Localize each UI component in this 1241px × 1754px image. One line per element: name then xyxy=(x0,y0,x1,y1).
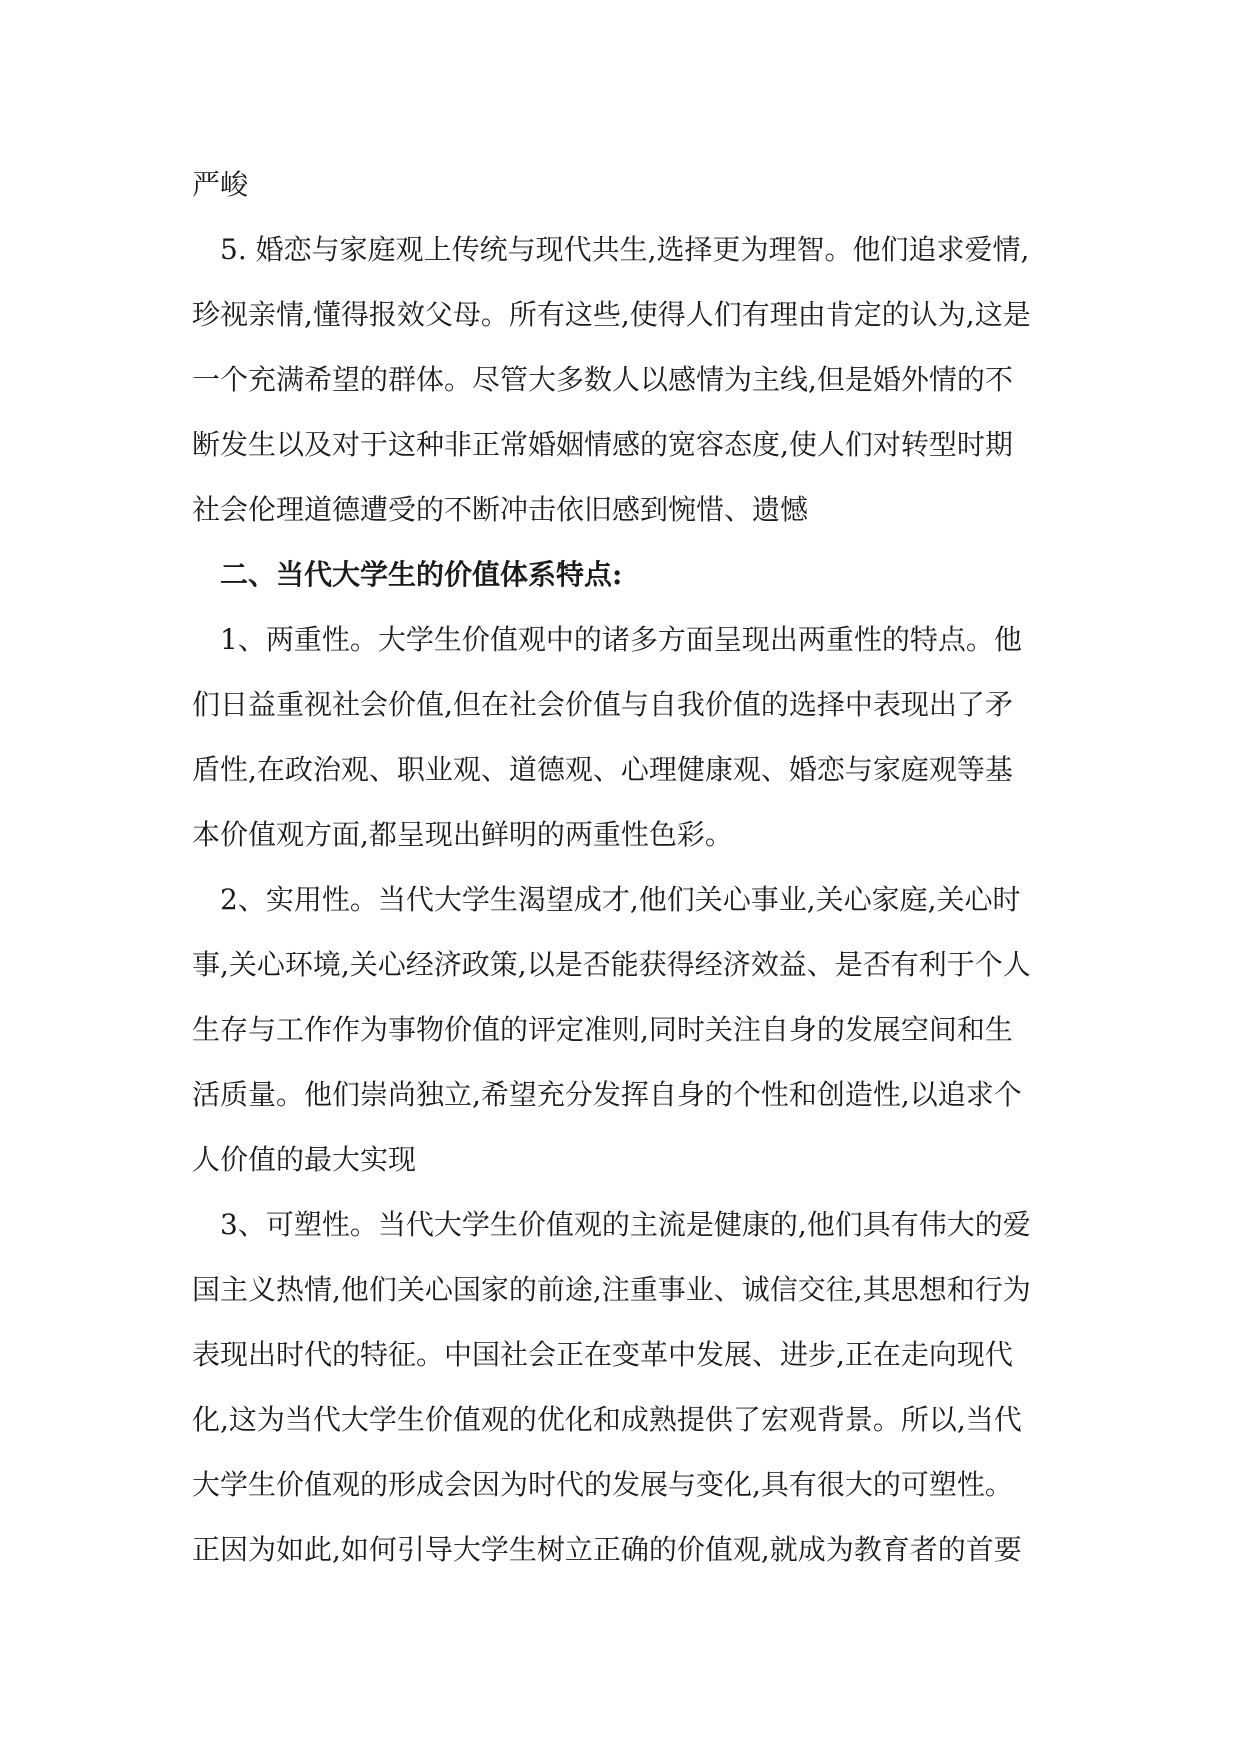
text-line: 本价值观方面,都呈现出鲜明的两重性色彩。 xyxy=(192,818,733,851)
text-line: 人价值的最大实现 xyxy=(192,1143,417,1176)
text-line: 5. 婚恋与家庭观上传统与现代共生,选择更为理智。他们追求爱情, xyxy=(220,233,1030,266)
text-line: 国主义热情,他们关心国家的前途,注重事业、诚信交往,其思想和行为 xyxy=(192,1273,1031,1306)
paragraph xyxy=(192,217,1057,542)
text-line: 们日益重视社会价值,但在社会价值与自我价值的选择中表现出了矛 xyxy=(192,688,1013,721)
text-line: 3、可塑性。当代大学生价值观的主流是健康的,他们具有伟大的爱 xyxy=(220,1208,1031,1241)
paragraph xyxy=(192,867,1057,1192)
text-line: 一个充满希望的群体。尽管大多数人以感情为主线,但是婚外情的不 xyxy=(192,363,1013,396)
paragraph xyxy=(192,1192,1057,1582)
text-line: 活质量。他们崇尚独立,希望充分发挥自身的个性和创造性,以追求个 xyxy=(192,1078,1022,1111)
text-line: 二、当代大学生的价值体系特点: xyxy=(220,558,623,591)
text-line: 1、两重性。大学生价值观中的诸多方面呈现出两重性的特点。他 xyxy=(220,623,1022,656)
text-line: 事,关心环境,关心经济政策,以是否能获得经济效益、是否有利于个人 xyxy=(192,948,1031,981)
text-line: 生存与工作作为事物价值的评定准则,同时关注自身的发展空间和生 xyxy=(192,1013,1013,1046)
text-line: 正因为如此,如何引导大学生树立正确的价值观,就成为教育者的首要 xyxy=(192,1533,1022,1566)
text-line: 珍视亲情,懂得报效父母。所有这些,使得人们有理由肯定的认为,这是 xyxy=(192,298,1031,331)
text-line: 2、实用性。当代大学生渴望成才,他们关心事业,关心家庭,关心时 xyxy=(220,883,1021,916)
text-line: 严峻 xyxy=(192,168,249,201)
text-line: 表现出时代的特征。中国社会正在变革中发展、进步,正在走向现代 xyxy=(192,1338,1013,1371)
text-line: 化,这为当代大学生价值观的优化和成熟提供了宏观背景。所以,当代 xyxy=(192,1403,1022,1436)
section-heading xyxy=(192,542,1057,607)
text-line: 盾性,在政治观、职业观、道德观、心理健康观、婚恋与家庭观等基 xyxy=(192,753,1013,786)
document-body xyxy=(192,152,1057,1582)
text-line: 断发生以及对于这种非正常婚姻情感的宽容态度,使人们对转型时期 xyxy=(192,428,1013,461)
paragraph xyxy=(192,152,1057,217)
text-line: 大学生价值观的形成会因为时代的发展与变化,具有很大的可塑性。 xyxy=(192,1468,1013,1501)
text-line: 社会伦理道德遭受的不断冲击依旧感到惋惜、遗憾 xyxy=(192,493,809,526)
paragraph xyxy=(192,607,1057,867)
